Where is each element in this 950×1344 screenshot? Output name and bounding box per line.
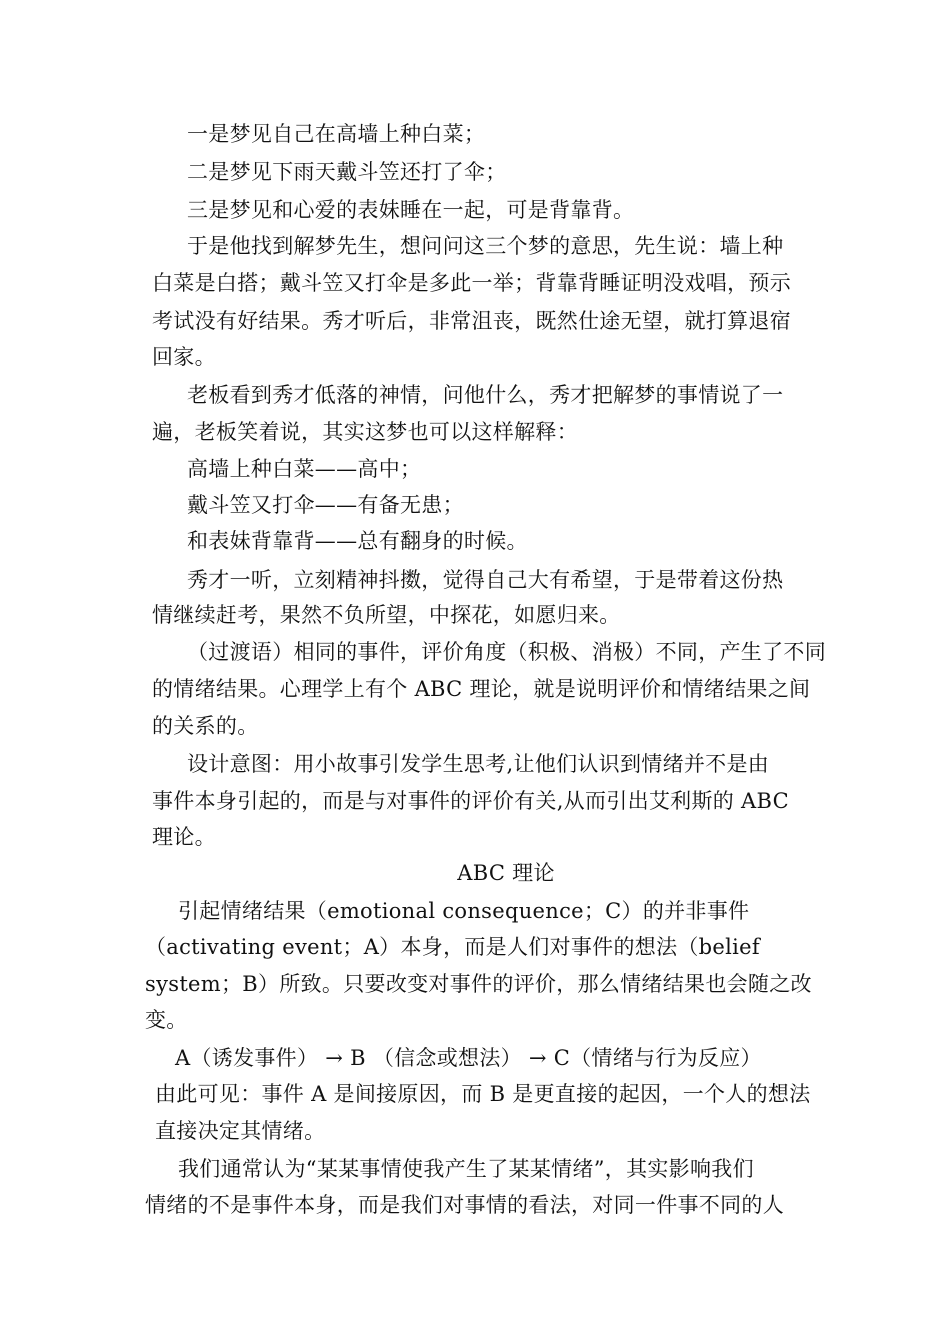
paragraph-line: 遍，老板笑着说，其实这梦也可以这样解释： xyxy=(152,420,578,444)
paragraph-line: 考试没有好结果。秀才听后，非常沮丧，既然仕途无望，就打算退宿 xyxy=(152,309,791,333)
transition-line: （过渡语）相同的事件，评价角度（积极、消极）不同，产生了不同 xyxy=(187,640,826,664)
paragraph-line: 于是他找到解梦先生，想问问这三个梦的意思，先生说：墙上种 xyxy=(187,234,784,258)
interpretation-line: 高墙上种白菜——高中； xyxy=(187,457,422,481)
dream-one-line: 一是梦见自己在高墙上种白菜； xyxy=(187,122,486,146)
dream-three-line: 三是梦见和心爱的表妹睡在一起，可是背靠背。 xyxy=(187,198,635,222)
design-intent-line: 设计意图：用小故事引发学生思考,让他们认识到情绪并不是由 xyxy=(187,752,770,776)
paragraph-line: 秀才一听，立刻精神抖擞，觉得自己大有希望，于是带着这份热 xyxy=(187,568,784,592)
transition-line: 的关系的。 xyxy=(152,714,259,738)
conclusion-line: 由此可见：事件 A 是间接原因，而 B 是更直接的起因，一个人的想法 xyxy=(155,1082,811,1106)
abc-definition-line: （activating event；A）本身，而是人们对事件的想法（belief xyxy=(145,935,760,959)
conclusion-line: 直接决定其情绪。 xyxy=(155,1119,326,1143)
paragraph-line: 情继续赶考，果然不负所望，中探花，如愿归来。 xyxy=(152,603,621,627)
dream-two-line: 二是梦见下雨天戴斗笠还打了伞； xyxy=(187,160,507,184)
abc-formula: A（诱发事件） → B （信念或想法） → C（情绪与行为反应） xyxy=(175,1046,762,1070)
section-heading: ABC 理论 xyxy=(457,861,555,885)
design-intent-line: 理论。 xyxy=(152,825,216,849)
abc-definition-line: system；B）所致。只要改变对事件的评价，那么情绪结果也会随之改 xyxy=(145,972,812,996)
design-intent-line: 事件本身引起的，而是与对事件的评价有关,从而引出艾利斯的 ABC xyxy=(152,789,790,813)
paragraph-line: 回家。 xyxy=(152,345,216,369)
interpretation-line: 戴斗笠又打伞——有备无患； xyxy=(187,493,464,517)
abc-definition-line: 引起情绪结果（emotional consequence；C）的并非事件 xyxy=(178,899,750,923)
abc-definition-line: 变。 xyxy=(145,1008,188,1032)
interpretation-line: 和表妹背靠背——总有翻身的时候。 xyxy=(187,529,528,553)
paragraph-line: 情绪的不是事件本身，而是我们对事情的看法，对同一件事不同的人 xyxy=(145,1193,784,1217)
transition-line: 的情绪结果。心理学上有个 ABC 理论，就是说明评价和情绪结果之间 xyxy=(152,677,811,701)
paragraph-line: 老板看到秀才低落的神情，问他什么，秀才把解梦的事情说了一 xyxy=(187,383,784,407)
paragraph-line: 我们通常认为“某某事情使我产生了某某情绪”，其实影响我们 xyxy=(178,1157,754,1181)
paragraph-line: 白菜是白搭；戴斗笠又打伞是多此一举；背靠背睡证明没戏唱，预示 xyxy=(152,271,791,295)
